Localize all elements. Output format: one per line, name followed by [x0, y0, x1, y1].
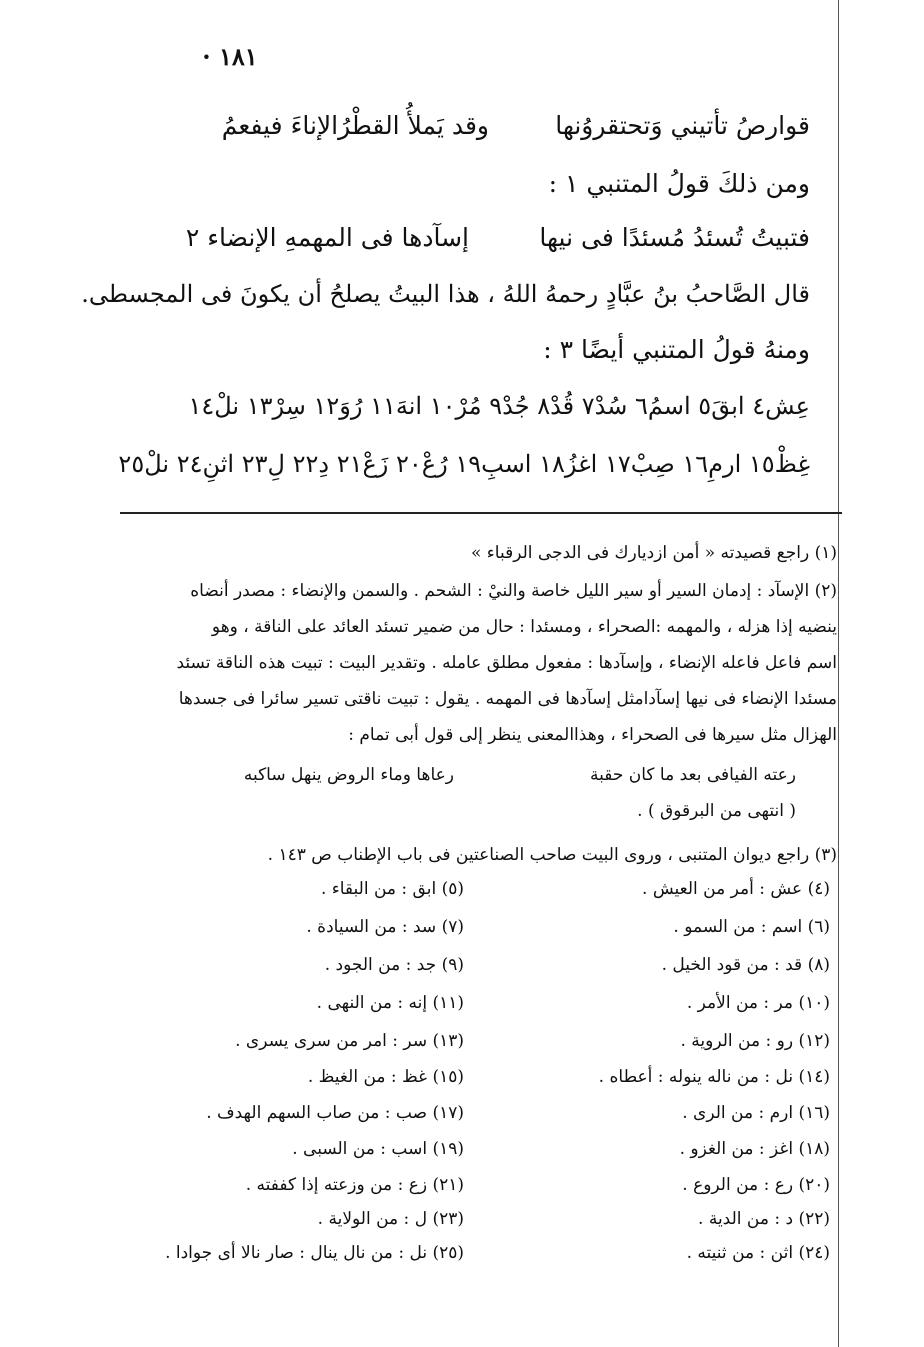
footnote-item: (١٤) نل : من ناله ينوله : أعطاه . — [598, 1067, 830, 1087]
footnote-item: (٢٠) رع : من الروع . — [682, 1175, 830, 1195]
verse-2-first-hemistich: فتبيتُ تُسئدُ مُسئدًا فى نيها — [539, 223, 810, 252]
footnote-item: (٢٢) د : من الدية . — [698, 1209, 830, 1229]
text-line-4: قال الصَّاحبُ بنُ عبَّادٍ رحمهُ اللهُ ، هذا البيتُ يصلحُ أن يكونَ فى المجسطى. — [81, 280, 810, 308]
footnote-item: (١٧) صب : من صاب السهم الهدف . — [206, 1103, 464, 1123]
footnote-3: (٣) راجع ديوان المتنبى ، وروى البيت صاحب الصناعتين فى باب الإطناب ص ١٤٣ . — [267, 845, 837, 865]
text-line-2: ومن ذلكَ قولُ المتنبي ١ : — [548, 169, 810, 198]
footnote-item: (١٦) ارم : من الرى . — [682, 1103, 830, 1123]
footnote-2-line-2: ينضيه إذا هزله ، والمهمه :الصحراء ، ومسئدا : حال من ضمير تسئد العائد على الناقة ، وهو — [211, 617, 837, 637]
footnote-item: (٦) اسم : من السمو . — [673, 917, 830, 937]
footnote-item: (١٥) غظ : من الغيظ . — [307, 1067, 464, 1087]
footnote-item: (٨) قد : من قود الخيل . — [661, 955, 830, 975]
footnote-2-line-4: مسئدا الإنضاء فى نيها إسآدامثل إسآدها فى المهمه . يقول : تبيت ناقتى تسير سائرا فى جسدها — [178, 689, 837, 709]
footnote-2-line-1: (٢) الإسآد : إدمان السير أو سير الليل خاصة والنيْ : الشحم . والسمن والإنضاء : مصدر أنضاه — [190, 581, 837, 601]
footnote-item: (٢٥) نل : من نال ينال : صار نالا أى جوادا . — [165, 1243, 464, 1263]
footnote-item: (٩) جد : من الجود . — [324, 955, 464, 975]
verse-1-second-hemistich: وقد يَملأُ القطْرُالإناءَ فيفعمُ — [221, 111, 489, 140]
verse-1-first-hemistich: قوارصُ تأتيني وَتحتقروُنها — [555, 111, 810, 140]
text-line-5: ومنهُ قولُ المتنبي أيضًا ٣ : — [543, 335, 810, 364]
footnote-item: (٢٣) ل : من الولاية . — [317, 1209, 464, 1229]
verse-3-line-2: غِظْ١٥ ارمِ١٦ صِبْ١٧ اغزُ١٨ اسبِ١٩ رُعْ٢٠ زَعْ٢١ دِ٢٢ لِ٢٣ اثنِ٢٤ نلْ٢٥ — [118, 450, 810, 478]
footnote-item: (١٨) اغز : من الغزو . — [679, 1139, 830, 1159]
verse-2-second-hemistich: إسآدها فى المهمهِ الإنضاء ٢ — [185, 223, 469, 252]
footnote-item: (٤) عش : أمر من العيش . — [642, 879, 830, 899]
footnote-item: (٢١) زع : من وزعته إذا كففته . — [245, 1175, 464, 1195]
footnote-2-verse-second: رعاها وماء الروض ينهل ساكبه — [243, 765, 454, 785]
page-number: ١٨١ · — [202, 42, 258, 71]
footnote-item: (١٢) رو : من الروية . — [680, 1031, 830, 1051]
footnote-item: (٢٤) اثن : من ثنيته . — [686, 1243, 830, 1263]
footnote-2-close: ( انتهى من البرقوق ) . — [637, 801, 796, 821]
margin-rule — [838, 0, 839, 1347]
footnote-2-line-5: الهزال مثل سيرها فى الصحراء ، وهذاالمعنى ينظر إلى قول أبى تمام : — [348, 725, 837, 745]
footnote-item: (٥) ابق : من البقاء . — [320, 879, 464, 899]
footnote-item: (١٠) مر : من الأمر . — [686, 993, 830, 1013]
footnote-item: (١١) إنه : من النهى . — [316, 993, 464, 1013]
footnote-2-verse-first: رعته الفيافى بعد ما كان حقبة — [590, 765, 796, 785]
footnote-item: (١٣) سر : امر من سرى يسرى . — [235, 1031, 464, 1051]
verse-3-line-1: عِش٤ ابقَ٥ اسمُ٦ سُدْ٧ قُدْ٨ جُدْ٩ مُرْ١٠ انهَ١١ رُوَ١٢ سِرْ١٣ نلْ١٤ — [188, 392, 810, 420]
footnote-1: (١) راجع قصيدته « أمن ازديارك فى الدجى الرقباء » — [470, 543, 837, 563]
footnote-item: (١٩) اسب : من السبى . — [292, 1139, 464, 1159]
footnote-2-line-3: اسم فاعل فاعله الإنضاء ، وإسآدها : مفعول مطلق عامله . وتقدير البيت : تبيت هذه الناقة تسئد — [176, 653, 837, 673]
footnote-item: (٧) سد : من السيادة . — [306, 917, 464, 937]
footnote-divider — [120, 512, 842, 514]
